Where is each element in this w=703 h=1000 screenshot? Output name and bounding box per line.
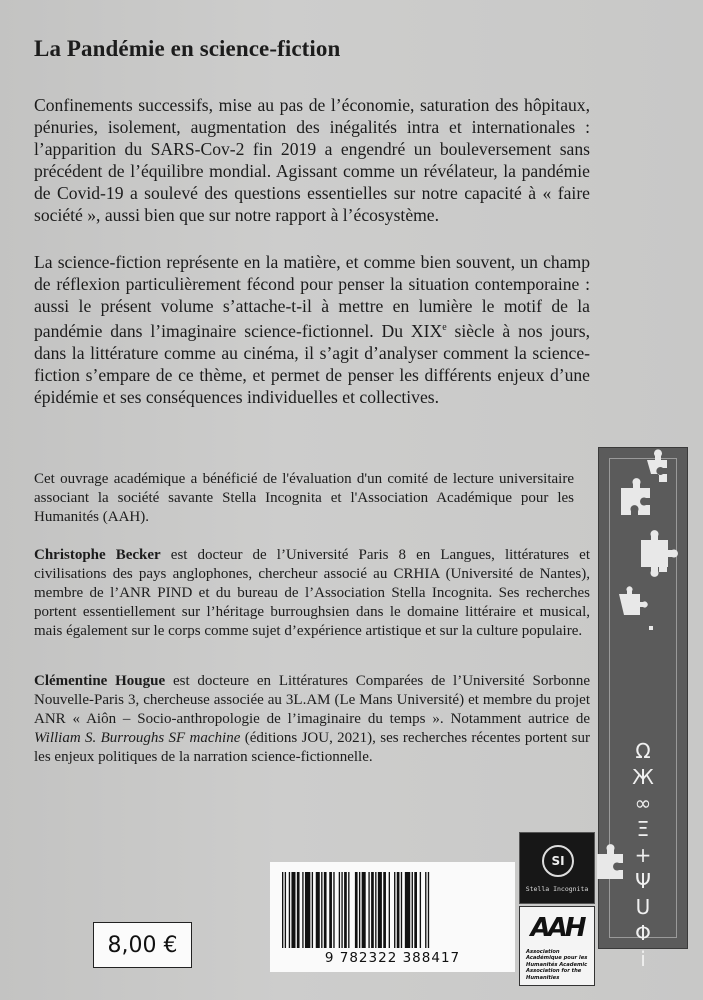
book-title: La Pandémie en science-fiction [34, 36, 341, 61]
glyph: Φ [635, 921, 651, 945]
glyph: Ξ [636, 817, 650, 841]
barcode-bar [397, 872, 400, 948]
stella-incognita-logo [519, 832, 595, 904]
peer-review-note: Cet ouvrage académique a bénéficié de l'évaluation d'un comité de lecture universitaire associant la société savante Stella Incognita et l'Association Académique pour les Humanités (AAH). [34, 471, 574, 525]
summary-paragraph-2: La science-fiction représente en la matière, et comme bien souvent, un champ de réflexion particulièrement fécond pour penser la situation contemporaine : aussi le présent volume s’attache-t-il à mettre en lumière le motif de la pandémie dans l’imaginaire science-fictionnel. Du XIXe siècle à nos jours, dans la littérature comme au cinéma, il s’agit d’analyser comment la science-fiction s’empare de ce thème, et permet de penser les différents enjeux d’une épidémie et ses conséquences individuelles et collectives. [34, 252, 591, 407]
barcode-bar [312, 872, 313, 948]
puzzle-pieces-icon [599, 448, 687, 668]
barcode-bar [428, 872, 429, 948]
barcode-bar [324, 872, 327, 948]
barcode-bar [348, 872, 349, 948]
glyph: U [635, 895, 651, 919]
barcode-bar [333, 872, 334, 948]
glyph: + [634, 843, 652, 867]
barcode-bar [414, 872, 417, 948]
barcode-bar [344, 872, 347, 948]
aah-logo [519, 906, 595, 986]
barcode-bar [371, 872, 374, 948]
barcode-bar [359, 872, 360, 948]
barcode-bar [362, 872, 366, 948]
isbn-barcode [270, 862, 515, 972]
barcode-bar [302, 872, 303, 948]
barcode-bar [375, 872, 376, 948]
author-bio-hougue [34, 672, 590, 767]
barcode-bar [383, 872, 386, 948]
barcode-bar [297, 872, 300, 948]
author-name: Clémentine Hougue [34, 673, 166, 689]
barcode-bar [289, 872, 290, 948]
barcode-bar [412, 872, 413, 948]
barcode-bars [282, 872, 503, 948]
barcode-bar [389, 872, 390, 948]
glyph: i [640, 947, 646, 971]
glyph: Ψ [635, 869, 651, 893]
barcode-bar [316, 872, 320, 948]
author-bio-text: est docteur de l’Université Paris 8 en Langues, littératures et civilisations des pays anglophones, chercheur associé au CRHIA (Université de Nantes), membre de l’ANR PIND et du bureau de l’Association Stella Incognita. Ses recherches portent essentiellement sur l’héritage burroughsien dans le domaine littéraire et musical, mais également sur le corps comme sujet d’expérience artistique et sur la culture populaire. [34, 547, 590, 639]
price-tag: 8,00 € [93, 922, 192, 968]
barcode-bar [305, 872, 310, 948]
glyph: ∞ [634, 791, 652, 815]
barcode-bar [368, 872, 369, 948]
glyph: Ω [635, 739, 651, 763]
author-bio-text: (éditions JOU, 2021), ses recherches récentes portent sur les enjeux politiques de la narration science-fictionnelle. [34, 730, 590, 765]
logo-caption: Association Académique pour les Humanités Academic Association for the Humanities [526, 949, 588, 981]
logo-mark: AAH [530, 913, 584, 943]
author-bio-becker [34, 546, 590, 641]
barcode-bar [341, 872, 342, 948]
barcode-bar [339, 872, 340, 948]
barcode-bar [285, 872, 286, 948]
barcode-number: 9 782322 388417 [324, 950, 461, 966]
barcode-bar [401, 872, 402, 948]
barcode-bar [355, 872, 358, 948]
summary-paragraph-1: Confinements successifs, mise au pas de l’économie, saturation des hôpitaux, pénuries, isolement, augmentation des inégalités intra et internationales : l’apparition du SARS-Cov-2 fin 2019 a engendré un bouleversement sans précédent de l’équilibre mondial. Agissant comme un révélateur, la pandémie de Covid-19 a soulevé des questions essentielles sur notre capacité à « faire société », aussi bien que sur notre rapport à l’écosystème. [34, 95, 590, 225]
barcode-bar [321, 872, 322, 948]
decorative-strip [598, 447, 688, 971]
barcode-bar [425, 872, 426, 948]
barcode-bar [282, 872, 283, 948]
author-name: Christophe Becker [34, 547, 161, 563]
barcode-bar [378, 872, 382, 948]
logo-mark: SI [542, 845, 574, 877]
barcode-bar [420, 872, 421, 948]
logo-caption: Stella Incognita [525, 885, 589, 893]
book-reference: William S. Burroughs SF machine [34, 730, 241, 746]
barcode-bar [329, 872, 332, 948]
barcode-bar [291, 872, 295, 948]
barcode-bar [394, 872, 395, 948]
author-bio-text: est docteure en Littératures Comparées de l’Université Sorbonne Nouvelle-Paris 3, chercheuse associée au 3L.AM (Le Mans Université) et membre du projet ANR « Aiôn – Socio-anthropologie de l’imaginaire du temps ». Notamment autrice de [34, 673, 590, 727]
glyph: Ж [632, 765, 654, 789]
barcode-bar [405, 872, 410, 948]
puzzle-piece-bottom-icon [593, 844, 633, 884]
